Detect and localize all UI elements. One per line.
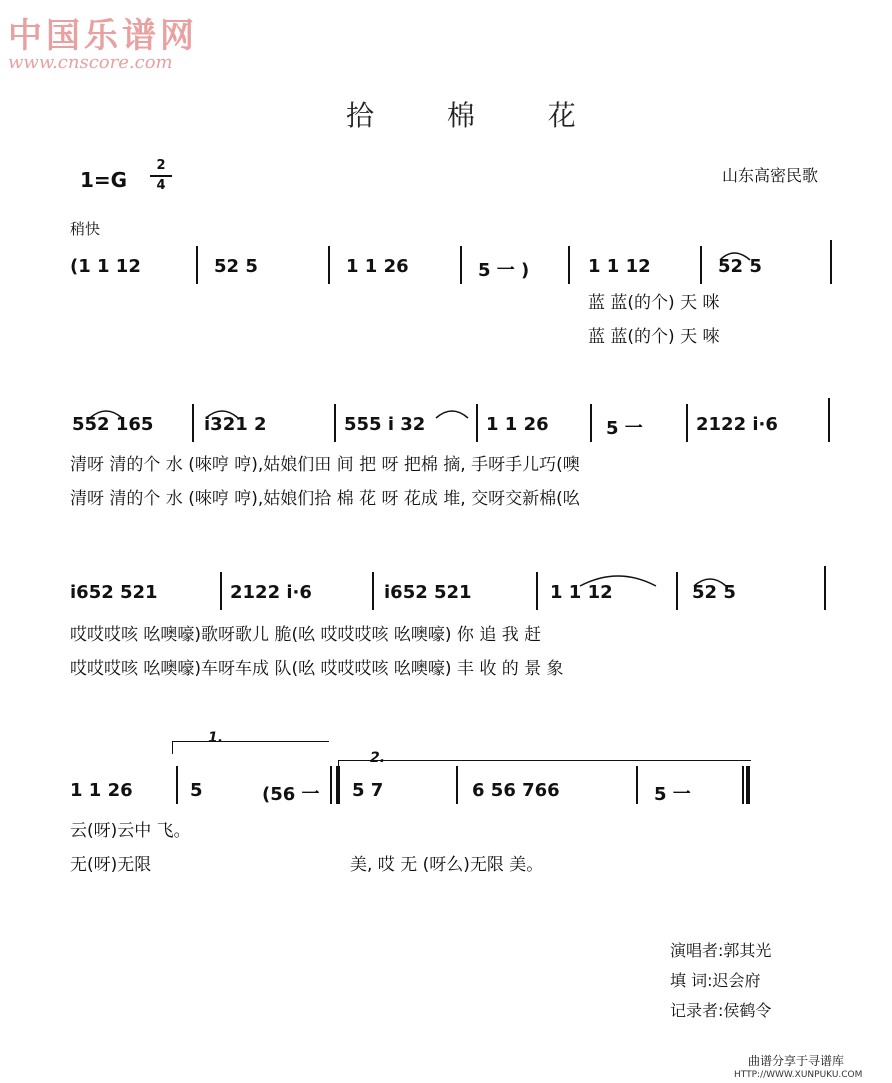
note-group: (1 1 12 bbox=[70, 256, 141, 277]
lyric-line: 蓝 蓝(的个) 天 唻 bbox=[588, 327, 720, 347]
lyric-line: 清呀 清的个 水 (唻哼 哼),姑娘们田 间 把 呀 把棉 摘, 手呀手儿巧(噢 bbox=[70, 455, 580, 475]
lyric-line: 清呀 清的个 水 (唻哼 哼),姑娘们拾 棉 花 呀 花成 堆, 交呀交新棉(吆 bbox=[70, 489, 580, 509]
note-group: 5 7 bbox=[352, 780, 384, 801]
lyric-line: 蓝 蓝(的个) 天 咪 bbox=[588, 293, 720, 313]
note-group: 52 5 bbox=[214, 256, 258, 277]
song-origin: 山东高密民歌 bbox=[722, 166, 819, 185]
note-group: 52 5 bbox=[692, 582, 736, 603]
note-group: 5 bbox=[190, 780, 203, 801]
tempo-marking: 稍快 bbox=[70, 220, 101, 238]
lyric-line: 云(呀)云中 飞。 bbox=[70, 821, 191, 841]
footer-url[interactable]: HTTP://WWW.XUNPUKU.COM bbox=[734, 1070, 863, 1080]
time-denominator: 4 bbox=[156, 178, 166, 193]
note-group: 1 1 12 bbox=[550, 582, 613, 603]
song-title: 拾 棉 花 bbox=[346, 99, 608, 132]
lyric-line: 无(呀)无限 bbox=[70, 855, 152, 875]
note-group: 5 一 bbox=[606, 418, 643, 439]
credit-singer: 演唱者:郭其光 bbox=[670, 941, 772, 960]
volta-label-2: 2. bbox=[370, 750, 386, 766]
note-group: 2122 i·6 bbox=[696, 414, 778, 435]
lyric-line: 美, 哎 无 (呀么)无限 美。 bbox=[350, 855, 544, 875]
lyric-line: 哎哎哎咳 吆噢嚎)歌呀歌儿 脆(吆 哎哎哎咳 吆噢嚎) 你 追 我 赶 bbox=[70, 625, 542, 645]
note-group: 1 1 26 bbox=[70, 780, 133, 801]
note-group: 52 5 bbox=[718, 256, 762, 277]
note-group: 5 一 ) bbox=[478, 260, 530, 281]
footer-share-text: 曲谱分享于寻谱库 bbox=[748, 1054, 845, 1068]
note-group: i321 2 bbox=[204, 414, 267, 435]
note-group: 5 一 bbox=[654, 784, 691, 805]
note-group: 1 1 26 bbox=[486, 414, 549, 435]
note-group: 2122 i·6 bbox=[230, 582, 312, 603]
note-group: 555 i 32 bbox=[344, 414, 426, 435]
watermark-url[interactable]: www.cnscore.com bbox=[8, 52, 173, 73]
note-group: i652 521 bbox=[384, 582, 472, 603]
watermark-logo: 中国乐谱网 bbox=[8, 16, 198, 56]
lyric-line: 哎哎哎咳 吆噢嚎)车呀车成 队(吆 哎哎哎咳 吆噢嚎) 丰 收 的 景 象 bbox=[70, 659, 564, 679]
note-group: 1 1 12 bbox=[588, 256, 651, 277]
note-group: (56 一 bbox=[262, 784, 320, 805]
volta-label-1: 1. bbox=[208, 730, 224, 746]
note-group: i652 521 bbox=[70, 582, 158, 603]
time-numerator: 2 bbox=[156, 158, 166, 173]
key-signature: 1=G bbox=[80, 168, 128, 192]
credit-recorder: 记录者:侯鹤令 bbox=[670, 1001, 772, 1020]
note-group: 1 1 26 bbox=[346, 256, 409, 277]
note-group: 552 165 bbox=[72, 414, 154, 435]
note-group: 6 56 766 bbox=[472, 780, 560, 801]
credit-lyricist: 填 词:迟会府 bbox=[670, 971, 761, 990]
